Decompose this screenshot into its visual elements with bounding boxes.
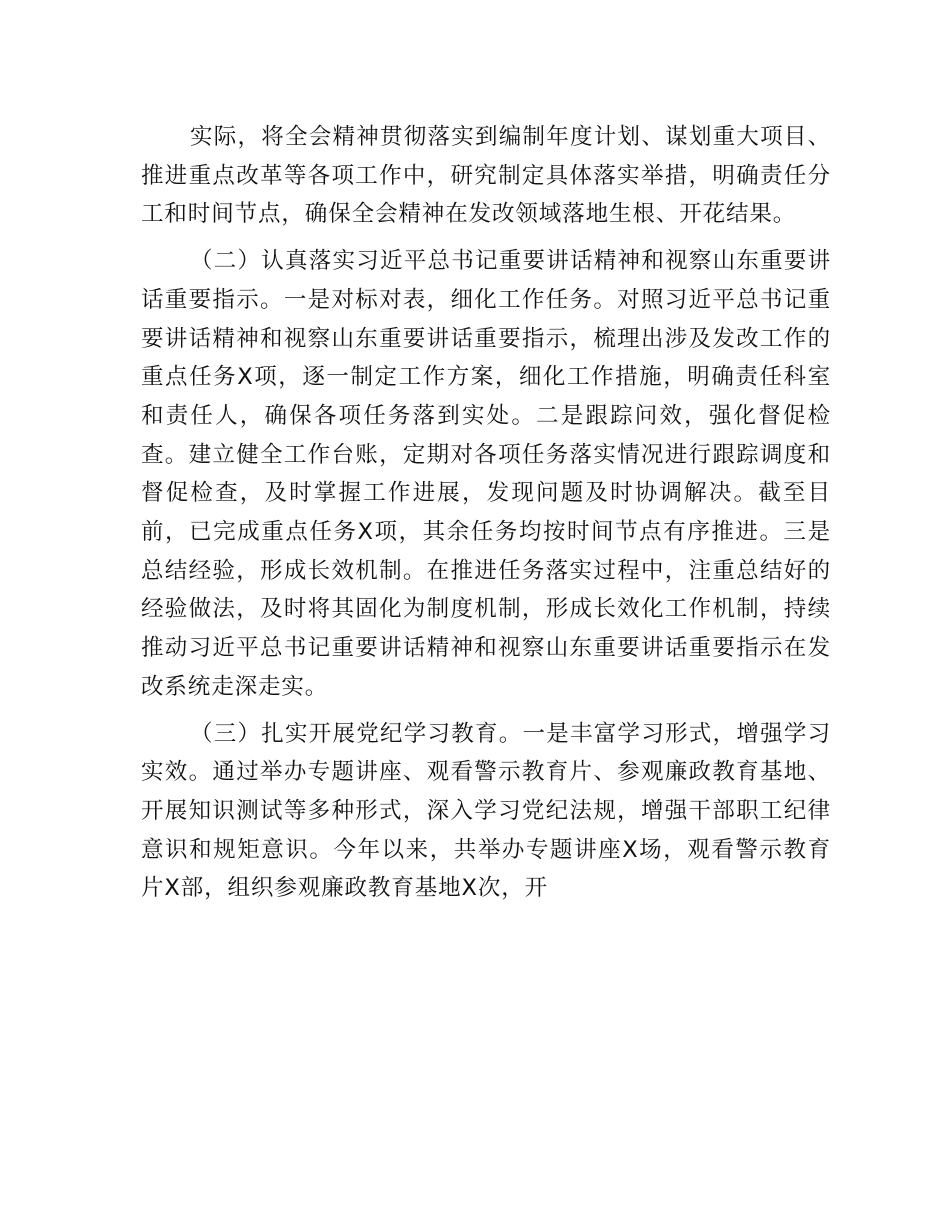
- paragraph-implementation: 实际，将全会精神贯彻落实到编制年度计划、谋划重大项目、推进重点改革等各项工作中，研究制定具体落实举措，明确责任分工和时间节点，确保全会精神在发改领域落地生根、开花结果。: [141, 124, 831, 228]
- paragraph-section-3: （三）扎实开展党纪学习教育。一是丰富学习形式，增强学习实效。通过举办专题讲座、观看警示教育片、参观廉政教育基地、开展知识测试等多种形式，深入学习党纪法规，增强干部职工纪律意识和规矩意识。今年以来，共举办专题讲座X场，观看警示教育片X部，组织参观廉政教育基地X次，开: [141, 720, 831, 902]
- document-body: [141, 118, 831, 908]
- paragraph-section-2: （二）认真落实习近平总书记重要讲话精神和视察山东重要讲话重要指示。一是对标对表，细化工作任务。对照习近平总书记重要讲话精神和视察山东重要讲话重要指示，梳理出涉及发改工作的重点任务X项，逐一制定工作方案，细化工作措施，明确责任科室和责任人，确保各项任务落到实处。二是跟踪问效，强化督促检查。建立健全工作台账，定期对各项任务落实情况进行跟踪调度和督促检查，及时掌握工作进展，发现问题及时协调解决。截至目前，已完成重点任务X项，其余任务均按时间节点有序推进。三是总结经验，形成长效机制。在推进任务落实过程中，注重总结好的经验做法，及时将其固化为制度机制，形成长效化工作机制，持续推动习近平总书记重要讲话精神和视察山东重要讲话重要指示在发改系统走深走实。: [141, 248, 831, 700]
